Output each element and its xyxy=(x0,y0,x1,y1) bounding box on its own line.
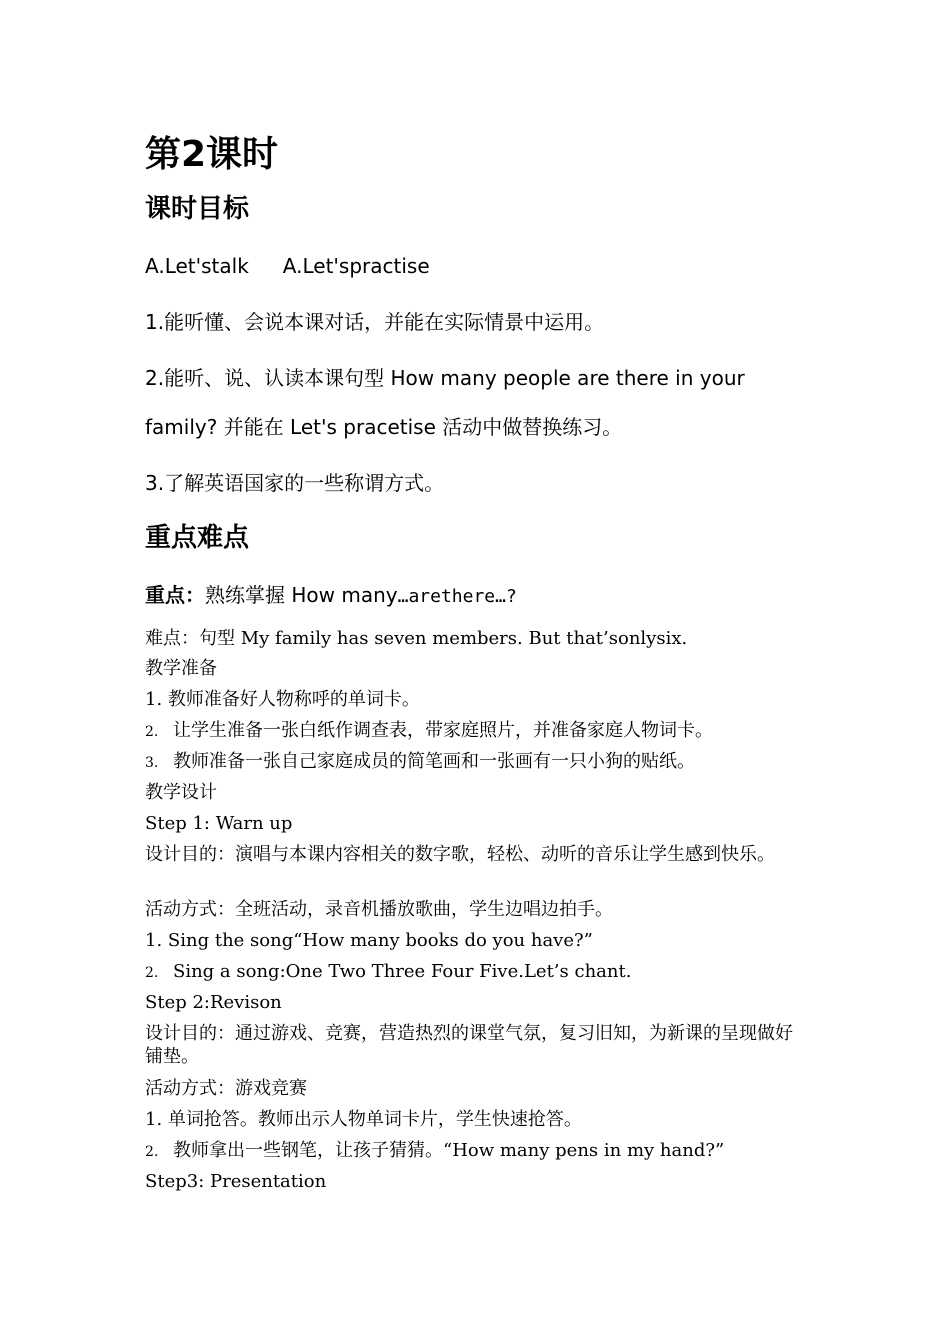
step1-method: 活动方式：全班活动，录音机播放歌曲，学生边唱边拍手。 xyxy=(145,899,613,920)
prep-item-text: 让学生准备一张白纸作调查表，带家庭照片，并准备家庭人物词卡。 xyxy=(173,720,713,741)
lesson-parts xyxy=(145,254,430,278)
key-point xyxy=(145,583,517,608)
step2-item-num: 2. xyxy=(145,1144,159,1160)
goal-item-1: 1.能听懂、会说本课对话，并能在实际情景中运用。 xyxy=(145,310,605,334)
step2-item-text: 单词抢答。教师出示人物单词卡片，学生快速抢答。 xyxy=(167,1109,582,1130)
step1-item-1 xyxy=(145,930,593,952)
step2-item-1 xyxy=(145,1109,582,1131)
prep-item-text: 教师准备好人物称呼的单词卡。 xyxy=(167,689,420,710)
step2-title: Step 2:Revison xyxy=(145,992,282,1013)
step1-item-text: Sing a song:One Two Three Four Five.Let’s chant. xyxy=(173,961,632,982)
step1-purpose: 设计目的：演唱与本课内容相关的数字歌，轻松、动听的音乐让学生感到快乐。 xyxy=(145,844,775,865)
goals-heading: 课时目标 xyxy=(145,194,250,224)
step1-item-num: 2. xyxy=(145,965,159,981)
difficult-point: 难点：句型 My family has seven members. But that’sonlysix. xyxy=(145,628,688,649)
step2-purpose: 设计目的：通过游戏、竞赛，营造热烈的课堂气氛，复习旧知，为新课的呈现做好铺垫。 xyxy=(145,1023,793,1068)
key-heading: 重点难点 xyxy=(145,523,250,553)
prep-item-2 xyxy=(145,720,713,742)
prep-item-num: 1. xyxy=(145,689,163,710)
lesson-part-talk: A.Let'stalk xyxy=(145,254,249,278)
goal-item-3: 3.了解英语国家的一些称谓方式。 xyxy=(145,471,445,495)
prep-item-3 xyxy=(145,751,695,773)
step1-item-text: Sing the song“How many books do you have?” xyxy=(167,930,593,951)
prep-item-1 xyxy=(145,689,420,711)
step1-item-2 xyxy=(145,961,631,983)
design-heading: 教学设计 xyxy=(145,782,217,803)
prep-item-num: 2. xyxy=(145,724,159,740)
prep-item-text: 教师准备一张自己家庭成员的简笔画和一张画有一只小狗的贴纸。 xyxy=(173,751,695,772)
step2-method: 活动方式：游戏竞赛 xyxy=(145,1078,307,1099)
step1-item-num: 1. xyxy=(145,930,163,951)
step1-title: Step 1: Warn up xyxy=(145,813,293,834)
key-label: 重点： xyxy=(145,583,205,607)
step2-item-text: 教师拿出一些钢笔，让孩子猜猜。“How many pens in my hand?” xyxy=(173,1140,725,1161)
step2-item-2 xyxy=(145,1140,724,1162)
prep-item-num: 3. xyxy=(145,755,159,771)
goal-item-2-cont: family? 并能在 Let's pracetise 活动中做替换练习。 xyxy=(145,415,623,439)
goal-item-2: 2.能听、说、认读本课句型 How many people are there in your xyxy=(145,366,745,390)
key-text-mono: …arethere…? xyxy=(397,586,517,607)
step2-item-num: 1. xyxy=(145,1109,163,1130)
lesson-part-practise: A.Let'spractise xyxy=(282,254,430,278)
step3-title: Step3: Presentation xyxy=(145,1171,327,1192)
key-text: 熟练掌握 How many xyxy=(205,583,398,607)
page-title: 第2课时 xyxy=(145,134,279,175)
prep-heading: 教学准备 xyxy=(145,658,217,679)
